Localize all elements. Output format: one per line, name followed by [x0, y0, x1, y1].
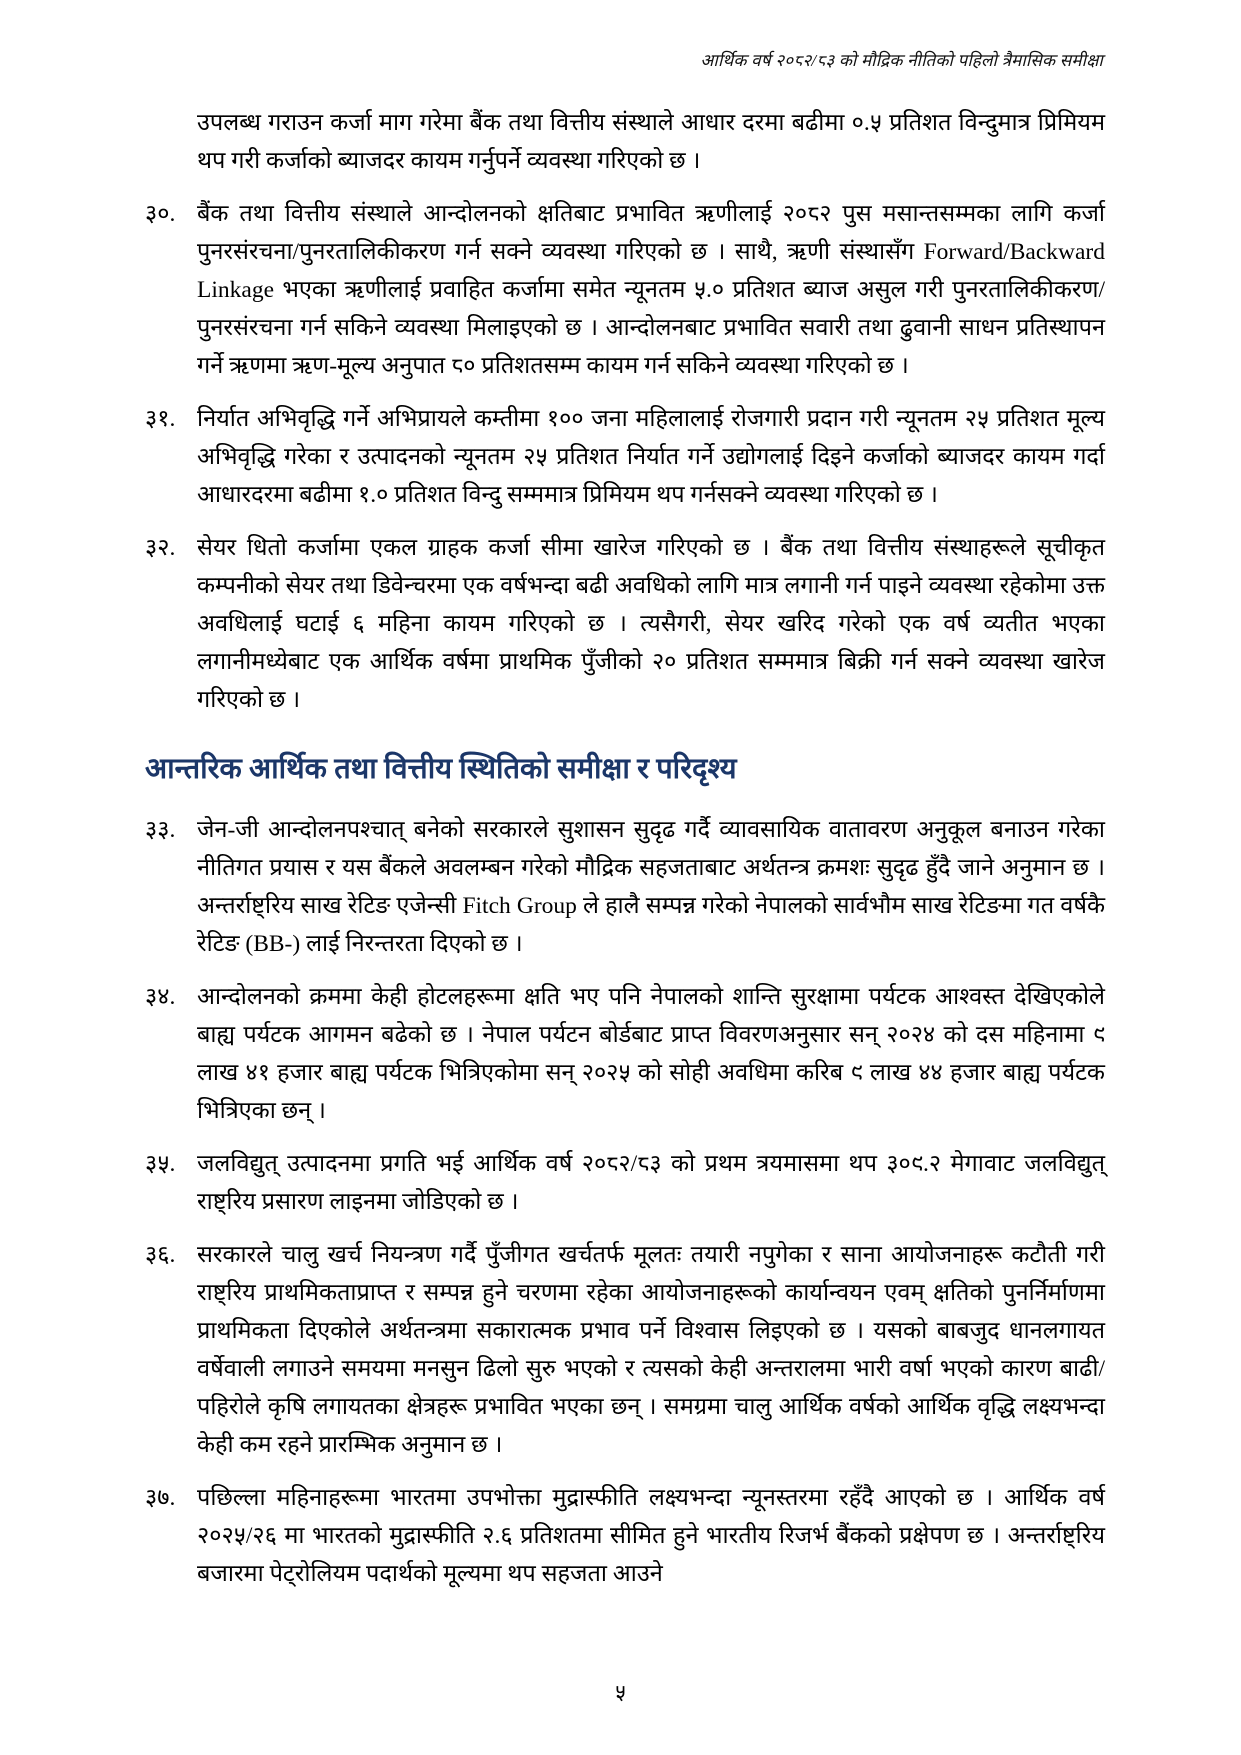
paragraph-text: निर्यात अभिवृद्धि गर्ने अभिप्रायले कम्तीमा १०० जना महिलालाई रोजगारी प्रदान गरी न्यूनतम २५ प्रतिशत मूल्य अभिवृद्धि गरेका र उत्पादनको न्यूनतम २५ प्रतिशत निर्यात गर्ने उद्योगलाई दिइने कर्जाको ब्याजदर कायम गर्दा आधारदरमा बढीमा १.० प्रतिशत विन्दु सम्ममात्र प्रिमियम थप गर्नसक्ने व्यवस्था गरिएको छ । [197, 406, 1105, 508]
paragraph-31 [145, 400, 1105, 514]
paragraph-text: जलविद्युत् उत्पादनमा प्रगति भई आर्थिक वर्ष २०८२/८३ को प्रथम त्रयमासमा थप ३०९.२ मेगावाट जलविद्युत् राष्ट्रिय प्रसारण लाइनमा जोडिएको छ । [197, 1151, 1105, 1215]
paragraph-text: जेन-जी आन्दोलनपश्चात् बनेको सरकारले सुशासन सुदृढ गर्दै व्यावसायिक वातावरण अनुकूल बनाउन गरेका नीतिगत प्रयास र यस बैंकले अवलम्बन गरेको मौद्रिक सहजताबाट अर्थतन्त्र क्रमशः सुदृढ हुँदै जाने अनुमान छ । अन्तर्राष्ट्रिय साख रेटिङ एजेन्सी Fitch Group ले हालै सम्पन्न गरेको नेपालको सार्वभौम साख रेटिङमा गत वर्षकै रेटिङ (BB-) लाई निरन्तरता दिएको छ । [197, 817, 1105, 957]
paragraph-number: ३३. [145, 817, 176, 843]
paragraph-37 [145, 1479, 1105, 1593]
paragraph-32 [145, 529, 1105, 719]
page-content [145, 104, 1105, 1608]
paragraph-36 [145, 1236, 1105, 1464]
section-heading: आन्तरिक आर्थिक तथा वित्तीय स्थितिको समीक्षा र परिदृश्य [145, 753, 737, 785]
paragraph-number: ३२. [145, 535, 176, 561]
paragraph-33 [145, 811, 1105, 963]
paragraph-text: आन्दोलनको क्रममा केही होटलहरूमा क्षति भए पनि नेपालको शान्ति सुरक्षामा पर्यटक आश्वस्त देखिएकोले बाह्य पर्यटक आगमन बढेको छ । नेपाल पर्यटन बोर्डबाट प्राप्त विवरणअनुसार सन् २०२४ को दस महिनामा ९ लाख ४१ हजार बाह्य पर्यटक भित्रिएकोमा सन् २०२५ को सोही अवधिमा करिब ९ लाख ४४ हजार बाह्य पर्यटक भित्रिएका छन् । [197, 984, 1105, 1124]
paragraph-number: ३७. [145, 1485, 176, 1511]
paragraph-number: ३०. [145, 201, 176, 227]
paragraph-number: ३६. [145, 1242, 176, 1268]
paragraph-continuation [145, 104, 1105, 180]
paragraph-number: ३४. [145, 984, 176, 1010]
paragraph-number: ३१. [145, 406, 176, 432]
page-number: ५ [615, 1680, 626, 1704]
running-header: आर्थिक वर्ष २०८२/८३ को मौद्रिक नीतिको पहिलो त्रैमासिक समीक्षा [700, 51, 1103, 70]
paragraph-text: सरकारले चालु खर्च नियन्त्रण गर्दै पुँजीगत खर्चतर्फ मूलतः तयारी नपुगेका र साना आयोजनाहरू कटौती गरी राष्ट्रिय प्राथमिकताप्राप्त र सम्पन्न हुने चरणमा रहेका आयोजनाहरूको कार्यान्वयन एवम् क्षतिको पुनर्निर्माणमा प्राथमिकता दिएकोले अर्थतन्त्रमा सकारात्मक प्रभाव पर्ने विश्वास लिइएको छ । यसको बाबजुद धानलगायत वर्षेवाली लगाउने समयमा मनसुन ढिलो सुरु भएको र त्यसको केही अन्तरालमा भारी वर्षा भएको कारण बाढी/पहिरोले कृषि लगायतका क्षेत्रहरू प्रभावित भएका छन् । समग्रमा चालु आर्थिक वर्षको आर्थिक वृद्धि लक्ष्यभन्दा केही कम रहने प्रारम्भिक अनुमान छ । [197, 1242, 1105, 1458]
paragraph-30 [145, 195, 1105, 385]
paragraph-text: सेयर धितो कर्जामा एकल ग्राहक कर्जा सीमा खारेज गरिएको छ । बैंक तथा वित्तीय संस्थाहरूले सूचीकृत कम्पनीको सेयर तथा डिवेन्चरमा एक वर्षभन्दा बढी अवधिको लागि मात्र लगानी गर्न पाइने व्यवस्था रहेकोमा उक्त अवधिलाई घटाई ६ महिना कायम गरिएको छ । त्यसैगरी, सेयर खरिद गरेको एक वर्ष व्यतीत भएका लगानीमध्येबाट एक आर्थिक वर्षमा प्राथमिक पुँजीको २० प्रतिशत सम्ममात्र बिक्री गर्न सक्ने व्यवस्था खारेज गरिएको छ । [197, 535, 1105, 713]
paragraph-text: पछिल्ला महिनाहरूमा भारतमा उपभोक्ता मुद्रास्फीति लक्ष्यभन्दा न्यूनस्तरमा रहँदै आएको छ । आर्थिक वर्ष २०२५/२६ मा भारतको मुद्रास्फीति २.६ प्रतिशतमा सीमित हुने भारतीय रिजर्भ बैंकको प्रक्षेपण छ । अन्तर्राष्ट्रिय बजारमा पेट्रोलियम पदार्थको मूल्यमा थप सहजता आउने [197, 1485, 1105, 1587]
paragraph-35 [145, 1145, 1105, 1221]
paragraph-34 [145, 978, 1105, 1130]
paragraph-text: बैंक तथा वित्तीय संस्थाले आन्दोलनको क्षतिबाट प्रभावित ऋणीलाई २०८२ पुस मसान्तसम्मका लागि कर्जा पुनरसंरचना/पुनरतालिकीकरण गर्न सक्ने व्यवस्था गरिएको छ । साथै, ऋणी संस्थासँग Forward/Backward Linkage भएका ऋणीलाई प्रवाहित कर्जामा समेत न्यूनतम ५.० प्रतिशत ब्याज असुल गरी पुनरतालिकीकरण/पुनरसंरचना गर्न सकिने व्यवस्था मिलाइएको छ । आन्दोलनबाट प्रभावित सवारी तथा ढुवानी साधन प्रतिस्थापन गर्ने ऋणमा ऋण-मूल्य अनुपात ८० प्रतिशतसम्म कायम गर्न सकिने व्यवस्था गरिएको छ । [197, 201, 1105, 379]
paragraph-number: ३५. [145, 1151, 176, 1177]
paragraph-text: उपलब्ध गराउन कर्जा माग गरेमा बैंक तथा वित्तीय संस्थाले आधार दरमा बढीमा ०.५ प्रतिशत विन्दुमात्र प्रिमियम थप गरी कर्जाको ब्याजदर कायम गर्नुपर्ने व्यवस्था गरिएको छ । [197, 110, 1105, 174]
